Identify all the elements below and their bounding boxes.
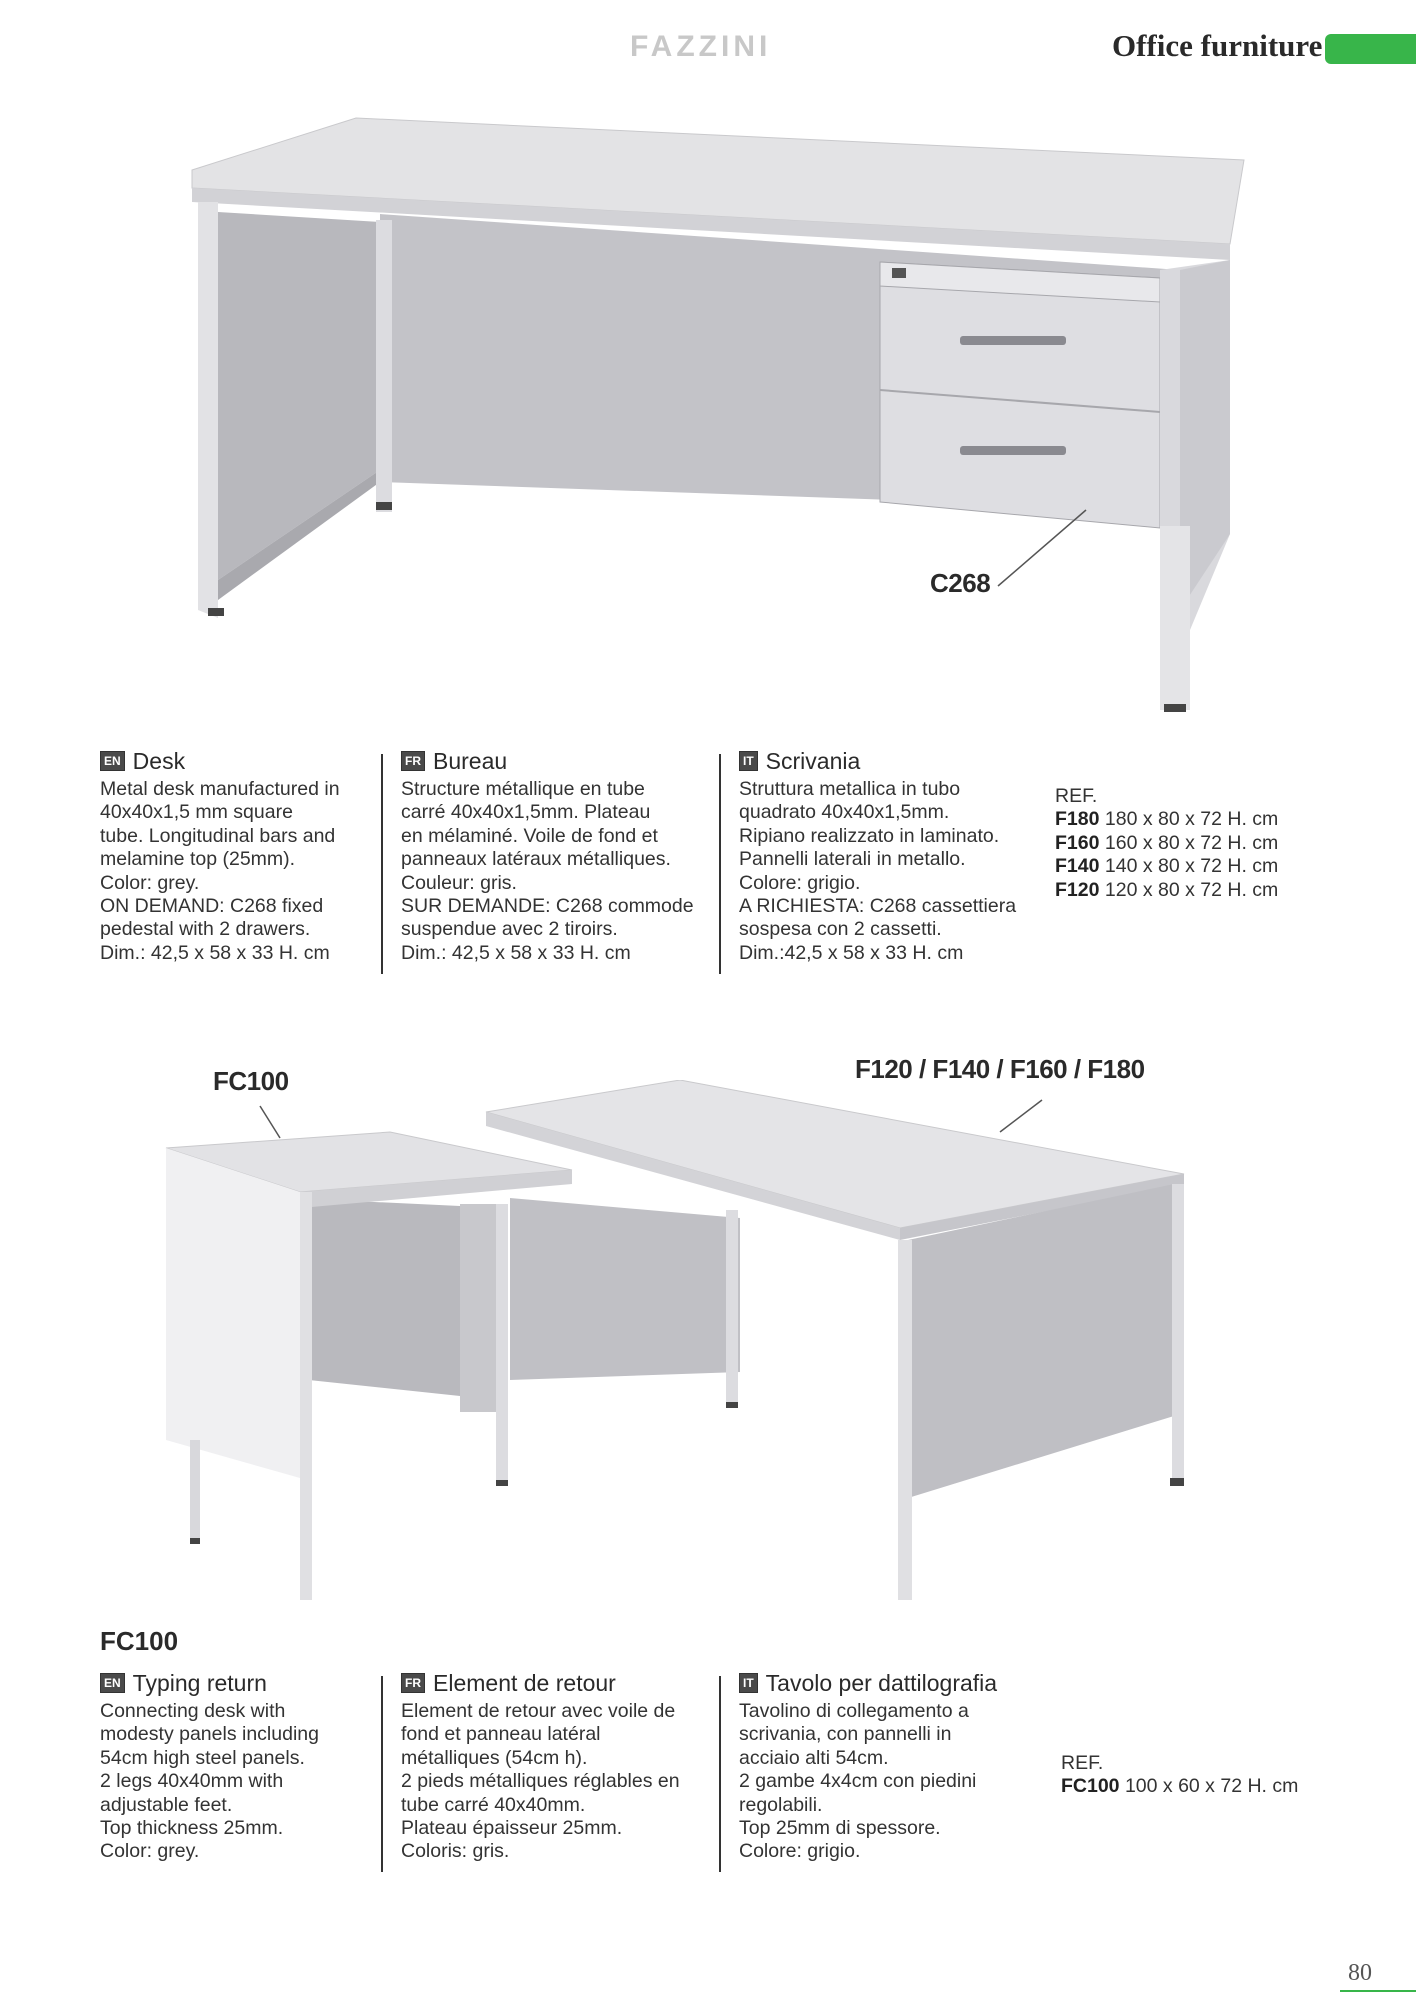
col-body: Connecting desk with modesty panels including 54cm high steel panels. 2 legs 40x40mm with adjustable feet. Top thickness 25mm. Color: grey. [100, 1700, 319, 1863]
desk-return-illustration [160, 1080, 1200, 1600]
col-heading [100, 746, 370, 776]
section-title: Office furniture [1112, 28, 1323, 63]
lang-badge-en: EN [100, 751, 125, 771]
product2-heading: FC100 [100, 1626, 179, 1656]
lang-badge-it: IT [739, 1673, 758, 1693]
col-title: Element de retour [433, 1669, 616, 1696]
col-body: Struttura metallica in tubo quadrato 40x40x1,5mm. Ripiano realizzato in laminato. Pannelli laterali in metallo. Colore: grigio. A RICHIESTA: C268 cassettiera sospesa con 2 cassetti. Dim.:42,5 x 58 x 33 H. cm [739, 778, 1017, 964]
ref-dims: 180 x 80 x 72 H. cm [1104, 808, 1279, 831]
col-body: Tavolino di collegamento a scrivania, con pannelli in acciaio alti 54cm. 2 gambe 4x4cm con piedini regolabili. Top 25mm di spessore. Colore: grigio. [739, 1700, 977, 1863]
ref-code: F120 [1055, 878, 1100, 901]
ref-code: F160 [1055, 831, 1100, 854]
ref-row [1061, 1775, 1298, 1798]
col-heading [739, 1668, 1039, 1698]
brand-logo: FAZZINI [630, 30, 772, 63]
ref-dims: 100 x 60 x 72 H. cm [1124, 1775, 1299, 1798]
product1-col-it [739, 746, 1039, 965]
ref-dims: 140 x 80 x 72 H. cm [1104, 855, 1279, 878]
product1-col-fr [401, 746, 731, 965]
ref-code: FC100 [1061, 1775, 1120, 1798]
ref-row [1055, 808, 1278, 831]
ref-dims: 160 x 80 x 72 H. cm [1104, 831, 1279, 854]
col-heading [401, 1668, 721, 1698]
col-title: Tavolo per dattilografia [765, 1669, 998, 1696]
col-heading [401, 746, 731, 776]
product1-ref-list [1055, 785, 1278, 902]
product1-col-en [100, 746, 370, 965]
ref-row [1055, 855, 1278, 878]
col-title: Typing return [132, 1669, 267, 1696]
col-body: Metal desk manufactured in 40x40x1,5 mm square tube. Longitudinal bars and melamine top (25mm). Color: grey. ON DEMAND: C268 fixed pedestal with 2 drawers. Dim.: 42,5 x 58 x 33 H. cm [100, 778, 340, 964]
product2-col-en [100, 1668, 370, 1864]
ref-row [1055, 832, 1278, 855]
ref-dims: 120 x 80 x 72 H. cm [1104, 878, 1279, 901]
section-tab [1325, 34, 1416, 64]
ref-label: REF. [1055, 785, 1098, 807]
page-number: 80 [1348, 1960, 1372, 1986]
desk-c268-illustration [180, 110, 1260, 750]
column-divider [719, 754, 721, 974]
ref-code: F180 [1055, 808, 1100, 831]
col-title: Scrivania [765, 747, 861, 774]
column-divider [719, 1676, 721, 1872]
col-heading [100, 1668, 370, 1698]
col-body: Structure métallique en tube carré 40x40x1,5mm. Plateau en mélaminé. Voile de fond et panneaux latéraux métalliques. Couleur: gris. SUR DEMANDE: C268 commode suspendue avec 2 tiroirs. Dim.: 42,5 x 58 x 33 H. cm [401, 778, 694, 964]
product2-col-it [739, 1668, 1039, 1864]
product2-col-fr [401, 1668, 721, 1864]
callout-fc100: FC100 [213, 1066, 289, 1096]
column-divider [381, 1676, 383, 1872]
page-number-rule [1340, 1990, 1416, 1992]
product2-ref-list [1061, 1752, 1298, 1799]
lang-badge-fr: FR [401, 1673, 425, 1693]
lang-badge-fr: FR [401, 751, 425, 771]
ref-label: REF. [1061, 1752, 1104, 1774]
col-heading [739, 746, 1039, 776]
col-body: Element de retour avec voile de fond et panneau latéral métalliques (54cm h). 2 pieds métalliques réglables en tube carré 40x40mm. Plateau épaisseur 25mm. Coloris: gris. [401, 1700, 680, 1863]
column-divider [381, 754, 383, 974]
lang-badge-en: EN [100, 1673, 125, 1693]
col-title: Bureau [433, 747, 508, 774]
col-title: Desk [132, 747, 186, 774]
ref-code: F140 [1055, 855, 1100, 878]
ref-row [1055, 879, 1278, 902]
lang-badge-it: IT [739, 751, 758, 771]
callout-c268: C268 [930, 568, 991, 598]
callout-f-series: F120 / F140 / F160 / F180 [855, 1054, 1145, 1084]
